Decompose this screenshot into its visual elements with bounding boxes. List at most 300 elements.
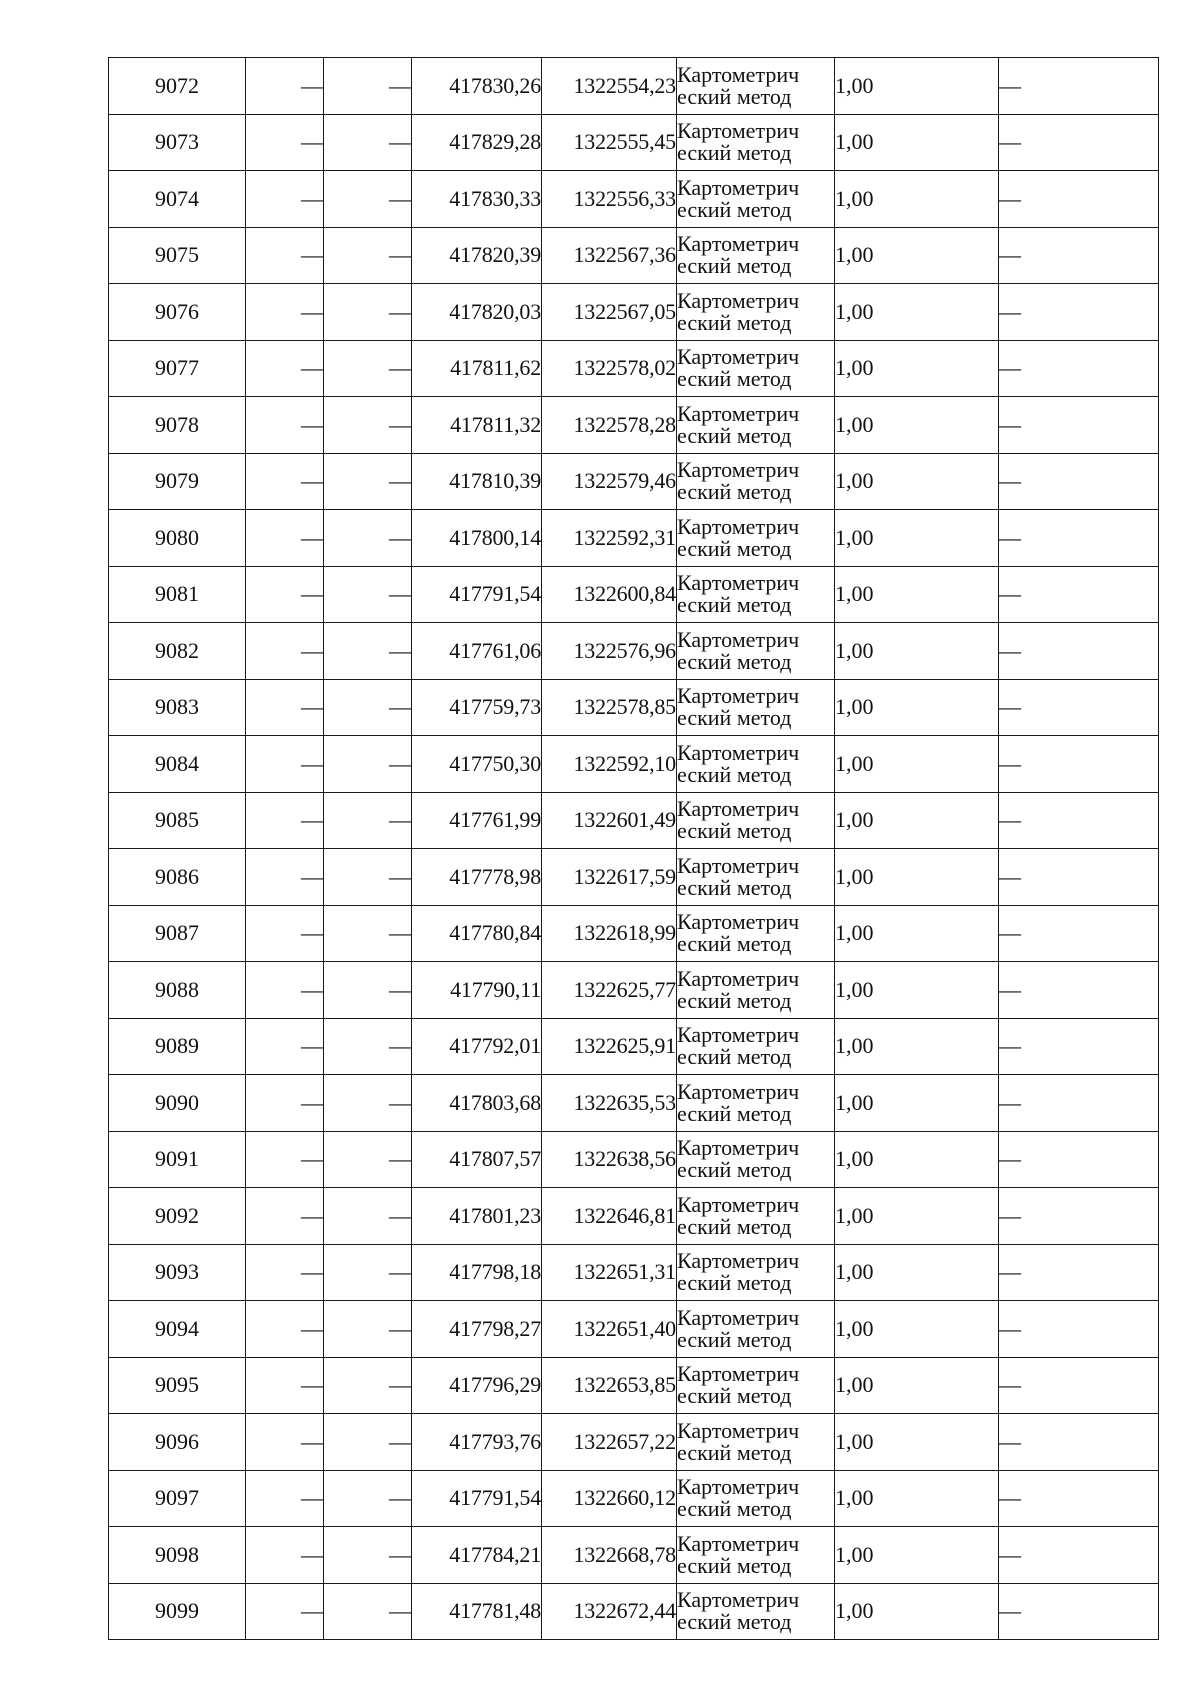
point-number-cell: 9084 [109, 736, 246, 793]
y-coordinate-cell: 1322578,28 [542, 397, 677, 454]
x-coordinate-cell: 417798,27 [412, 1301, 542, 1358]
old-y-cell: — [324, 566, 412, 623]
x-coordinate-cell: 417790,11 [412, 962, 542, 1019]
point-number-cell: 9099 [109, 1583, 246, 1640]
point-number-cell: 9086 [109, 849, 246, 906]
table-row [109, 1188, 1159, 1245]
description-cell: — [999, 623, 1159, 680]
old-y-cell: — [324, 340, 412, 397]
description-cell: — [999, 1075, 1159, 1132]
point-number-cell: 9080 [109, 510, 246, 567]
table-row [109, 849, 1159, 906]
point-number-cell: 9093 [109, 1244, 246, 1301]
method-line-2: еский метод [677, 1496, 792, 1522]
method-cell [677, 566, 835, 623]
old-x-cell: — [246, 114, 324, 171]
table-row [109, 1301, 1159, 1358]
description-cell: — [999, 397, 1159, 454]
x-coordinate-cell: 417780,84 [412, 905, 542, 962]
x-coordinate-cell: 417759,73 [412, 679, 542, 736]
point-number-cell: 9075 [109, 227, 246, 284]
x-coordinate-cell: 417792,01 [412, 1018, 542, 1075]
table-row [109, 905, 1159, 962]
y-coordinate-cell: 1322625,77 [542, 962, 677, 1019]
point-number-cell: 9072 [109, 58, 246, 115]
old-x-cell: — [246, 1357, 324, 1414]
old-x-cell: — [246, 1075, 324, 1132]
y-coordinate-cell: 1322592,31 [542, 510, 677, 567]
point-number-cell: 9085 [109, 792, 246, 849]
table-row [109, 623, 1159, 680]
method-line-2: еский метод [677, 1213, 792, 1239]
x-coordinate-cell: 417798,18 [412, 1244, 542, 1301]
y-coordinate-cell: 1322601,49 [542, 792, 677, 849]
method-cell [677, 1075, 835, 1132]
y-coordinate-cell: 1322618,99 [542, 905, 677, 962]
table-row [109, 792, 1159, 849]
old-x-cell: — [246, 58, 324, 115]
old-y-cell: — [324, 792, 412, 849]
method-line-1: Картометрич [677, 344, 800, 370]
point-number-cell: 9090 [109, 1075, 246, 1132]
description-cell: — [999, 171, 1159, 228]
old-x-cell: — [246, 1301, 324, 1358]
y-coordinate-cell: 1322651,31 [542, 1244, 677, 1301]
description-cell: — [999, 566, 1159, 623]
method-cell [677, 679, 835, 736]
old-x-cell: — [246, 340, 324, 397]
table-row [109, 227, 1159, 284]
old-x-cell: — [246, 510, 324, 567]
old-y-cell: — [324, 679, 412, 736]
description-cell: — [999, 453, 1159, 510]
method-line-1: Картометрич [677, 626, 800, 652]
table-row [109, 1131, 1159, 1188]
y-coordinate-cell: 1322651,40 [542, 1301, 677, 1358]
point-number-cell: 9094 [109, 1301, 246, 1358]
old-x-cell: — [246, 566, 324, 623]
old-y-cell: — [324, 1244, 412, 1301]
old-x-cell: — [246, 1414, 324, 1471]
point-number-cell: 9083 [109, 679, 246, 736]
old-x-cell: — [246, 453, 324, 510]
method-line-2: еский метод [677, 479, 792, 505]
method-cell [677, 284, 835, 341]
method-line-1: Картометрич [677, 965, 800, 991]
method-line-1: Картометрич [677, 1248, 800, 1274]
method-cell [677, 58, 835, 115]
method-line-2: еский метод [677, 366, 792, 392]
accuracy-cell: 1,00 [835, 623, 999, 680]
method-cell [677, 736, 835, 793]
old-x-cell: — [246, 623, 324, 680]
x-coordinate-cell: 417830,26 [412, 58, 542, 115]
old-y-cell: — [324, 58, 412, 115]
method-line-1: Картометрич [677, 61, 800, 87]
method-line-2: еский метод [677, 1044, 792, 1070]
y-coordinate-cell: 1322555,45 [542, 114, 677, 171]
y-coordinate-cell: 1322576,96 [542, 623, 677, 680]
method-cell [677, 1131, 835, 1188]
description-cell: — [999, 1357, 1159, 1414]
method-line-2: еский метод [677, 705, 792, 731]
x-coordinate-cell: 417791,54 [412, 566, 542, 623]
y-coordinate-cell: 1322592,10 [542, 736, 677, 793]
point-number-cell: 9096 [109, 1414, 246, 1471]
accuracy-cell: 1,00 [835, 340, 999, 397]
method-line-2: еский метод [677, 83, 792, 109]
table-row [109, 1018, 1159, 1075]
table-row [109, 397, 1159, 454]
y-coordinate-cell: 1322672,44 [542, 1583, 677, 1640]
point-number-cell: 9081 [109, 566, 246, 623]
accuracy-cell: 1,00 [835, 1131, 999, 1188]
x-coordinate-cell: 417820,03 [412, 284, 542, 341]
y-coordinate-cell: 1322578,02 [542, 340, 677, 397]
description-cell: — [999, 1301, 1159, 1358]
accuracy-cell: 1,00 [835, 736, 999, 793]
method-line-2: еский метод [677, 535, 792, 561]
x-coordinate-cell: 417811,62 [412, 340, 542, 397]
x-coordinate-cell: 417820,39 [412, 227, 542, 284]
method-line-2: еский метод [677, 874, 792, 900]
point-number-cell: 9092 [109, 1188, 246, 1245]
table-row [109, 114, 1159, 171]
x-coordinate-cell: 417803,68 [412, 1075, 542, 1132]
method-line-1: Картометрич [677, 1530, 800, 1556]
accuracy-cell: 1,00 [835, 1301, 999, 1358]
old-y-cell: — [324, 114, 412, 171]
accuracy-cell: 1,00 [835, 1357, 999, 1414]
method-line-2: еский метод [677, 648, 792, 674]
table-row [109, 736, 1159, 793]
x-coordinate-cell: 417761,06 [412, 623, 542, 680]
method-line-1: Картометрич [677, 852, 800, 878]
method-line-1: Картометрич [677, 1361, 800, 1387]
method-cell [677, 227, 835, 284]
method-line-2: еский метод [677, 1609, 792, 1635]
accuracy-cell: 1,00 [835, 1414, 999, 1471]
method-cell [677, 340, 835, 397]
description-cell: — [999, 1018, 1159, 1075]
method-cell [677, 453, 835, 510]
accuracy-cell: 1,00 [835, 114, 999, 171]
table-row [109, 1583, 1159, 1640]
description-cell: — [999, 736, 1159, 793]
method-line-1: Картометрич [677, 1022, 800, 1048]
table-row [109, 1527, 1159, 1584]
old-y-cell: — [324, 453, 412, 510]
old-x-cell: — [246, 792, 324, 849]
accuracy-cell: 1,00 [835, 58, 999, 115]
description-cell: — [999, 905, 1159, 962]
table-row [109, 1414, 1159, 1471]
method-cell [677, 849, 835, 906]
method-line-1: Картометрич [677, 231, 800, 257]
x-coordinate-cell: 417784,21 [412, 1527, 542, 1584]
point-number-cell: 9098 [109, 1527, 246, 1584]
method-line-1: Картометрич [677, 118, 800, 144]
old-x-cell: — [246, 227, 324, 284]
method-line-2: еский метод [677, 309, 792, 335]
method-line-2: еский метод [677, 818, 792, 844]
method-line-2: еский метод [677, 1270, 792, 1296]
accuracy-cell: 1,00 [835, 679, 999, 736]
y-coordinate-cell: 1322660,12 [542, 1470, 677, 1527]
point-number-cell: 9087 [109, 905, 246, 962]
old-y-cell: — [324, 962, 412, 1019]
method-line-1: Картометрич [677, 513, 800, 539]
y-coordinate-cell: 1322668,78 [542, 1527, 677, 1584]
table-row [109, 284, 1159, 341]
y-coordinate-cell: 1322635,53 [542, 1075, 677, 1132]
method-line-2: еский метод [677, 196, 792, 222]
description-cell: — [999, 1527, 1159, 1584]
old-y-cell: — [324, 1414, 412, 1471]
y-coordinate-cell: 1322638,56 [542, 1131, 677, 1188]
table-row [109, 679, 1159, 736]
old-y-cell: — [324, 397, 412, 454]
table-row [109, 340, 1159, 397]
accuracy-cell: 1,00 [835, 1188, 999, 1245]
old-y-cell: — [324, 623, 412, 680]
method-line-1: Картометрич [677, 1587, 800, 1613]
description-cell: — [999, 1131, 1159, 1188]
y-coordinate-cell: 1322567,36 [542, 227, 677, 284]
table-row [109, 171, 1159, 228]
x-coordinate-cell: 417761,99 [412, 792, 542, 849]
x-coordinate-cell: 417801,23 [412, 1188, 542, 1245]
x-coordinate-cell: 417796,29 [412, 1357, 542, 1414]
accuracy-cell: 1,00 [835, 849, 999, 906]
old-x-cell: — [246, 1583, 324, 1640]
old-x-cell: — [246, 1188, 324, 1245]
description-cell: — [999, 792, 1159, 849]
description-cell: — [999, 962, 1159, 1019]
table-row [109, 1470, 1159, 1527]
accuracy-cell: 1,00 [835, 566, 999, 623]
accuracy-cell: 1,00 [835, 171, 999, 228]
method-line-1: Картометрич [677, 1417, 800, 1443]
method-line-1: Картометрич [677, 400, 800, 426]
old-x-cell: — [246, 171, 324, 228]
description-cell: — [999, 58, 1159, 115]
x-coordinate-cell: 417811,32 [412, 397, 542, 454]
old-y-cell: — [324, 171, 412, 228]
old-y-cell: — [324, 1583, 412, 1640]
x-coordinate-cell: 417810,39 [412, 453, 542, 510]
method-cell [677, 1583, 835, 1640]
point-number-cell: 9095 [109, 1357, 246, 1414]
method-line-1: Картометрич [677, 287, 800, 313]
table-row [109, 1357, 1159, 1414]
method-line-1: Картометрич [677, 683, 800, 709]
y-coordinate-cell: 1322578,85 [542, 679, 677, 736]
method-line-2: еский метод [677, 253, 792, 279]
point-number-cell: 9091 [109, 1131, 246, 1188]
y-coordinate-cell: 1322646,81 [542, 1188, 677, 1245]
method-cell [677, 1188, 835, 1245]
method-line-1: Картометрич [677, 1474, 800, 1500]
old-x-cell: — [246, 397, 324, 454]
old-y-cell: — [324, 1470, 412, 1527]
accuracy-cell: 1,00 [835, 397, 999, 454]
old-y-cell: — [324, 227, 412, 284]
x-coordinate-cell: 417829,28 [412, 114, 542, 171]
x-coordinate-cell: 417778,98 [412, 849, 542, 906]
y-coordinate-cell: 1322657,22 [542, 1414, 677, 1471]
y-coordinate-cell: 1322554,23 [542, 58, 677, 115]
method-cell [677, 1018, 835, 1075]
description-cell: — [999, 510, 1159, 567]
accuracy-cell: 1,00 [835, 1583, 999, 1640]
table-row [109, 1244, 1159, 1301]
method-cell [677, 962, 835, 1019]
old-x-cell: — [246, 962, 324, 1019]
method-line-2: еский метод [677, 140, 792, 166]
method-line-1: Картометрич [677, 570, 800, 596]
method-cell [677, 1357, 835, 1414]
x-coordinate-cell: 417750,30 [412, 736, 542, 793]
accuracy-cell: 1,00 [835, 1244, 999, 1301]
old-x-cell: — [246, 1470, 324, 1527]
description-cell: — [999, 227, 1159, 284]
y-coordinate-cell: 1322579,46 [542, 453, 677, 510]
method-line-1: Картометрич [677, 909, 800, 935]
accuracy-cell: 1,00 [835, 1470, 999, 1527]
method-cell [677, 1470, 835, 1527]
method-cell [677, 1414, 835, 1471]
point-number-cell: 9089 [109, 1018, 246, 1075]
table-row [109, 566, 1159, 623]
table-row [109, 510, 1159, 567]
point-number-cell: 9079 [109, 453, 246, 510]
description-cell: — [999, 1414, 1159, 1471]
x-coordinate-cell: 417793,76 [412, 1414, 542, 1471]
table-row [109, 962, 1159, 1019]
method-line-2: еский метод [677, 1552, 792, 1578]
accuracy-cell: 1,00 [835, 792, 999, 849]
method-cell [677, 792, 835, 849]
y-coordinate-cell: 1322625,91 [542, 1018, 677, 1075]
method-line-1: Картометрич [677, 1191, 800, 1217]
point-number-cell: 9076 [109, 284, 246, 341]
accuracy-cell: 1,00 [835, 1527, 999, 1584]
accuracy-cell: 1,00 [835, 1018, 999, 1075]
description-cell: — [999, 1188, 1159, 1245]
description-cell: — [999, 340, 1159, 397]
method-line-2: еский метод [677, 592, 792, 618]
description-cell: — [999, 1244, 1159, 1301]
method-cell [677, 1527, 835, 1584]
old-y-cell: — [324, 849, 412, 906]
old-x-cell: — [246, 679, 324, 736]
method-cell [677, 114, 835, 171]
description-cell: — [999, 284, 1159, 341]
method-line-2: еский метод [677, 1157, 792, 1183]
old-y-cell: — [324, 1357, 412, 1414]
method-line-1: Картометрич [677, 1135, 800, 1161]
description-cell: — [999, 114, 1159, 171]
old-y-cell: — [324, 1527, 412, 1584]
y-coordinate-cell: 1322600,84 [542, 566, 677, 623]
old-y-cell: — [324, 510, 412, 567]
method-line-2: еский метод [677, 987, 792, 1013]
y-coordinate-cell: 1322653,85 [542, 1357, 677, 1414]
old-y-cell: — [324, 1018, 412, 1075]
x-coordinate-cell: 417791,54 [412, 1470, 542, 1527]
method-line-2: еский метод [677, 1326, 792, 1352]
method-line-1: Картометрич [677, 1304, 800, 1330]
accuracy-cell: 1,00 [835, 962, 999, 1019]
accuracy-cell: 1,00 [835, 227, 999, 284]
old-x-cell: — [246, 1131, 324, 1188]
point-number-cell: 9097 [109, 1470, 246, 1527]
old-y-cell: — [324, 736, 412, 793]
method-line-2: еский метод [677, 931, 792, 957]
x-coordinate-cell: 417781,48 [412, 1583, 542, 1640]
old-y-cell: — [324, 1131, 412, 1188]
accuracy-cell: 1,00 [835, 1075, 999, 1132]
point-number-cell: 9073 [109, 114, 246, 171]
accuracy-cell: 1,00 [835, 905, 999, 962]
method-cell [677, 1244, 835, 1301]
description-cell: — [999, 679, 1159, 736]
table-row [109, 1075, 1159, 1132]
method-line-1: Картометрич [677, 1078, 800, 1104]
old-x-cell: — [246, 849, 324, 906]
method-line-1: Картометрич [677, 174, 800, 200]
old-x-cell: — [246, 736, 324, 793]
method-line-2: еский метод [677, 761, 792, 787]
description-cell: — [999, 1470, 1159, 1527]
old-y-cell: — [324, 1075, 412, 1132]
old-x-cell: — [246, 905, 324, 962]
table-body [109, 58, 1159, 1640]
method-line-2: еский метод [677, 1100, 792, 1126]
coordinates-table [108, 57, 1159, 1640]
accuracy-cell: 1,00 [835, 510, 999, 567]
method-cell [677, 171, 835, 228]
method-cell [677, 510, 835, 567]
old-y-cell: — [324, 284, 412, 341]
description-cell: — [999, 849, 1159, 906]
method-line-1: Картометрич [677, 457, 800, 483]
point-number-cell: 9088 [109, 962, 246, 1019]
method-line-2: еский метод [677, 422, 792, 448]
method-cell [677, 623, 835, 680]
description-cell: — [999, 1583, 1159, 1640]
method-line-1: Картометрич [677, 739, 800, 765]
old-x-cell: — [246, 1018, 324, 1075]
accuracy-cell: 1,00 [835, 453, 999, 510]
document-page [108, 57, 1159, 1640]
accuracy-cell: 1,00 [835, 284, 999, 341]
y-coordinate-cell: 1322617,59 [542, 849, 677, 906]
point-number-cell: 9082 [109, 623, 246, 680]
point-number-cell: 9077 [109, 340, 246, 397]
old-x-cell: — [246, 1244, 324, 1301]
method-cell [677, 1301, 835, 1358]
old-y-cell: — [324, 1301, 412, 1358]
old-x-cell: — [246, 1527, 324, 1584]
method-line-2: еский метод [677, 1383, 792, 1409]
table-row [109, 453, 1159, 510]
x-coordinate-cell: 417830,33 [412, 171, 542, 228]
y-coordinate-cell: 1322567,05 [542, 284, 677, 341]
x-coordinate-cell: 417807,57 [412, 1131, 542, 1188]
x-coordinate-cell: 417800,14 [412, 510, 542, 567]
